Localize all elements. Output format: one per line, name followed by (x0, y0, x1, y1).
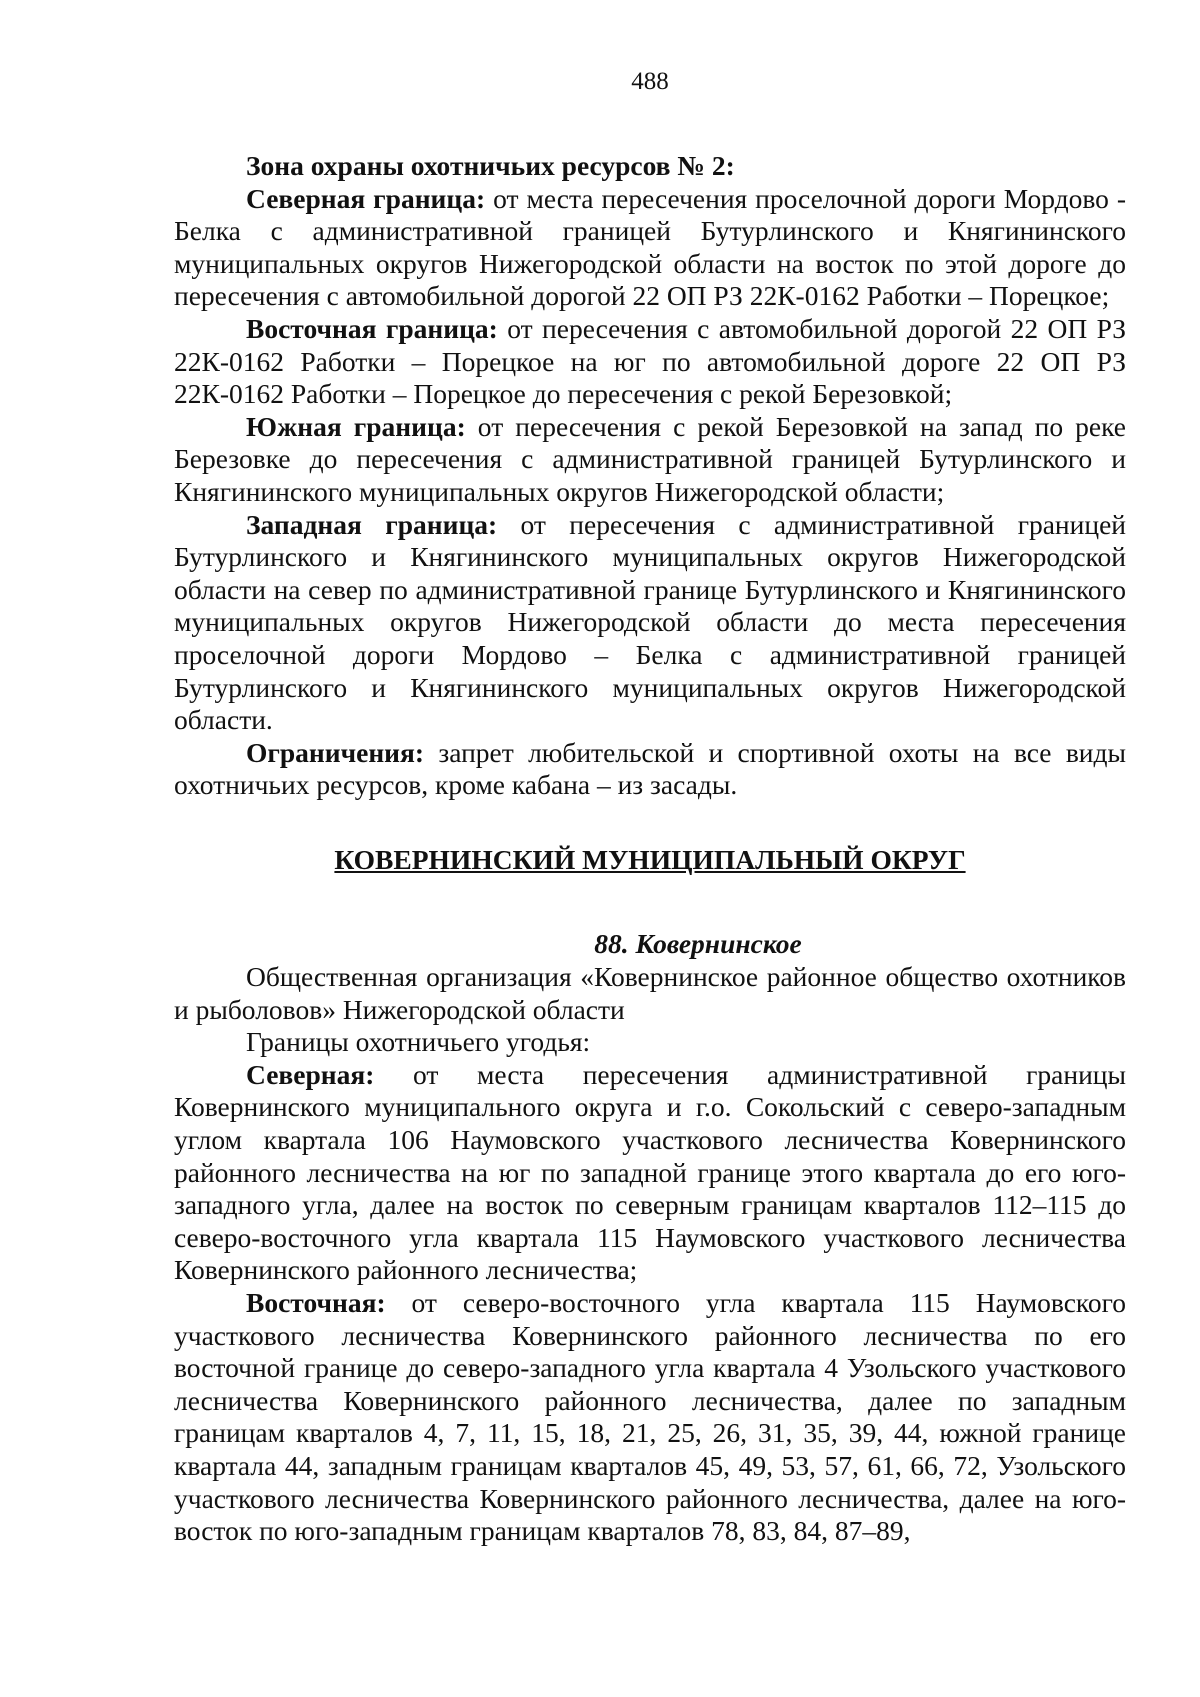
zone-west-text: от пересечения с административной границей Бутурлинского и Княгининского муниципальных округов Нижегородской области на север по административной границе Бутурлинского и Княгининского муниципальных округов Нижегородской области до места пересечения проселочной дороги Мордово – Белка с административной границей Бутурлинского и Княгининского муниципальных округов Нижегородской области. (174, 508, 1127, 736)
zone-north-label: Северная граница: (246, 182, 486, 214)
zone-restrictions-label: Ограничения: (246, 736, 425, 768)
zone-west-label: Западная граница: (246, 508, 498, 540)
entity-east-border (174, 1287, 1126, 1548)
document-page (174, 60, 1126, 1548)
entity-north-text: от места пересечения административной границы Ковернинского муниципального округа и г.о. Сокольский с северо-западным углом квартала 106 Наумовского участкового лесничества Ковернинского районного лесничества на юг по западной границе этого квартала до его юго-западного угла, далее на восток по северным границам кварталов 112–115 до северо-восточного угла квартала 115 Наумовского участкового лесничества Ковернинского районного лесничества; (174, 1058, 1126, 1286)
zone-south-label: Южная граница: (246, 410, 466, 442)
zone-restrictions-text: запрет любительской и спортивной охоты на все виды охотничьих ресурсов, кроме кабана – из засады. (174, 736, 1126, 801)
entity-north-border (174, 1059, 1126, 1287)
page-number: 488 (631, 68, 669, 95)
zone-restrictions (174, 737, 1126, 802)
zone-south-border (174, 411, 1126, 509)
zone-east-border (174, 313, 1126, 411)
zone-title: Зона охраны охотничьих ресурсов № 2: (246, 150, 735, 181)
entity-east-label: Восточная: (246, 1287, 386, 1318)
zone-east-text: от пересечения с автомобильной дорогой 22 ОП РЗ 22К-0162 Работки – Порецкое на юг по автомобильной дороге 22 ОП РЗ 22К-0162 Работки – Порецкое до пересечения с рекой Березовкой; (174, 312, 1126, 410)
zone-north-text: от места пересечения проселочной дороги Мордово - Белка с административной границей Бутурлинского и Княгининского муниципальных округов Нижегородской области на восток по этой дороге до пересечения с автомобильной дорогой 22 ОП РЗ 22К-0162 Работки – Порецкое; (174, 182, 1126, 312)
zone-south-text: от пересечения с рекой Березовкой на запад по реке Березовке до пересечения с административной границей Бутурлинского и Княгининского муниципальных округов Нижегородской области; (174, 410, 1127, 507)
district-heading: КОВЕРНИНСКИЙ МУНИЦИПАЛЬНЫЙ ОКРУГ (334, 843, 966, 875)
zone-north-border (174, 183, 1126, 313)
entity-title: 88. Ковернинское (594, 928, 802, 960)
zone-east-label: Восточная граница: (246, 312, 498, 344)
entity-north-label: Северная: (246, 1058, 375, 1090)
entity-borders-intro: Границы охотничьего угодья: (246, 1026, 591, 1058)
entity-east-text: от северо-восточного угла квартала 115 Наумовского участкового лесничества Ковернинского районного лесничества по его восточной границе до северо-западного угла квартала 4 Узольского участкового лесничества Ковернинского районного лесничества, далее по западным границам кварталов 4, 7, 11, 15, 18, 21, 25, 26, 31, 35, 39, 44, южной границе квартала 44, западным границам кварталов 45, 49, 53, 57, 61, 66, 72, Узольского участкового лесничества Ковернинского районного лесничества, далее на юго-восток по юго-западным границам кварталов 78, 83, 84, 87–89, (174, 1287, 1126, 1547)
zone-west-border (174, 509, 1126, 737)
entity-organization: Общественная организация «Ковернинское районное общество охотников и рыболовов» Нижегородской области (174, 961, 1126, 1025)
